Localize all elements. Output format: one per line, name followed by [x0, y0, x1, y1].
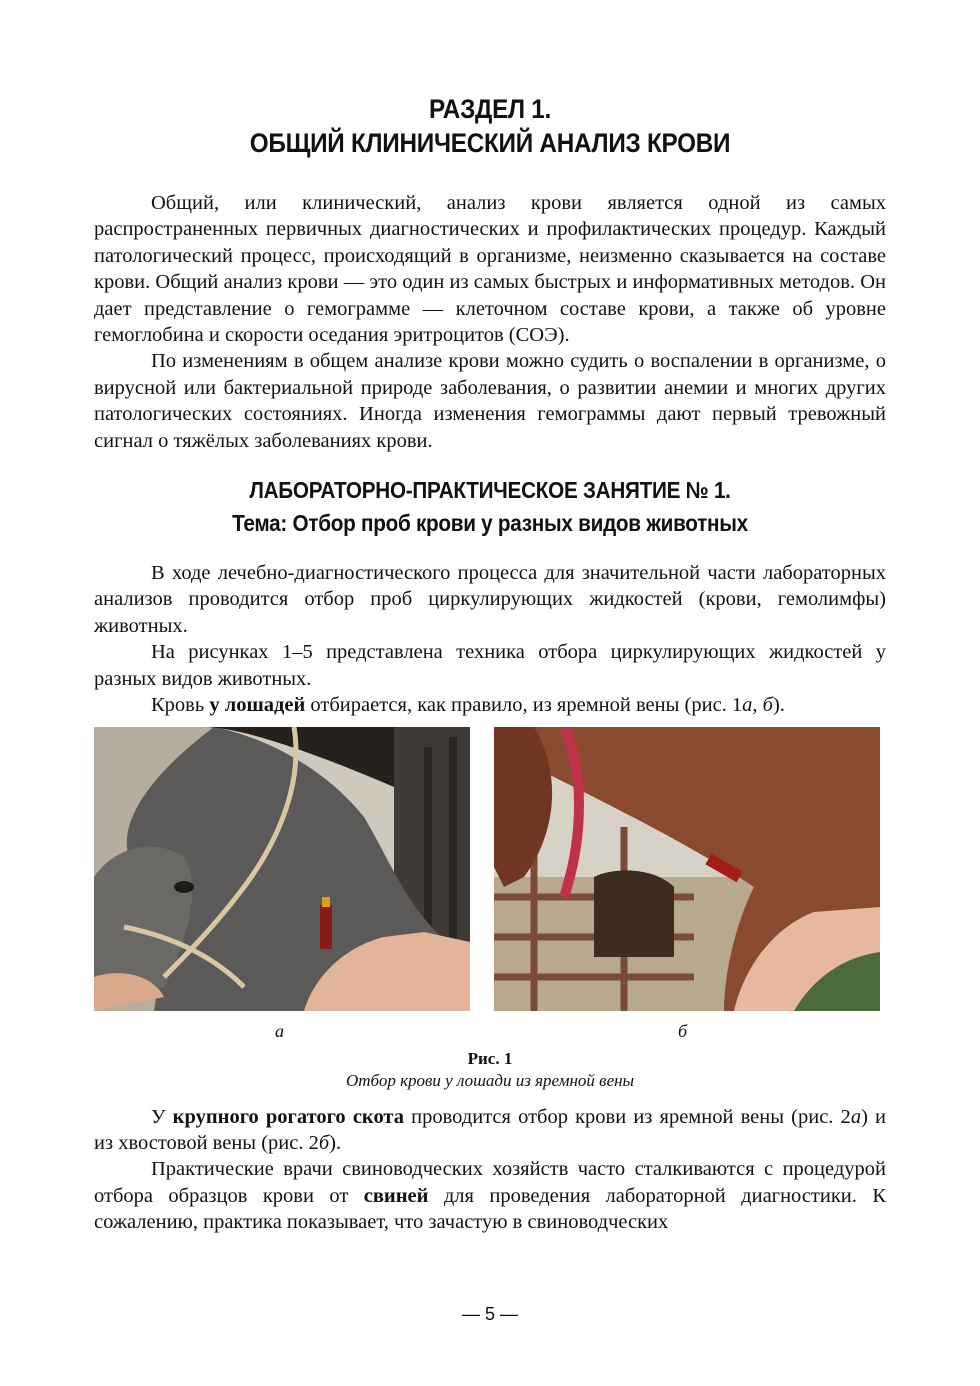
- text-run: ).: [329, 1131, 342, 1154]
- lesson-paragraph-3: [94, 692, 886, 718]
- figure-caption: Отбор крови у лошади из яремной вены: [345, 1070, 635, 1090]
- intro-paragraph-1: Общий, или клинический, анализ крови является одной из самых распространенных первичных диагностических и профилактических процедур. Каждый патологический процесс, происходящий в организме, неизменно сказывается на составе крови. Общий анализ крови — это один из самых быстрых и информативных методов. Он дает представление о гемограмме — клеточном составе крови, а также об уровне гемоглобина и скорости оседания эритроцитов (СОЭ).: [94, 192, 886, 347]
- photo-b-bay-horse: [494, 727, 880, 1011]
- italic-ref: б: [762, 694, 773, 717]
- page-number: — 5 —: [461, 1304, 518, 1324]
- intro-paragraph-2: По изменениям в общем анализе крови можно судить о воспалении в организме, о вирусной или бактериальной природе заболевания, о развитии анемии и многих других патологических состояниях. Иногда изменения гемограммы дают первый тревожный сигнал о тяжёлых заболеваниях крови.: [94, 350, 886, 452]
- text-run: для проведения лабораторной диагностики. К сожалению, практика показывает, что зачастую в свиноводческих: [94, 1184, 886, 1234]
- pigs-paragraph: [94, 1156, 886, 1235]
- section-title: [94, 92, 886, 160]
- lesson-title: ЛАБОРАТОРНО-ПРАКТИЧЕСКОЕ ЗАНЯТИЕ № 1.: [249, 477, 731, 504]
- lesson-topic: Тема: Отбор проб крови у разных видов животных: [232, 510, 748, 537]
- figure-number: Рис. 1: [467, 1048, 513, 1068]
- text-run: ) и из хвостовой вены (рис. 2: [94, 1105, 886, 1154]
- page-content: [94, 92, 886, 1236]
- figure-photos: [94, 727, 886, 1011]
- italic-ref: а: [742, 694, 753, 717]
- figure-label-a: а: [275, 1020, 284, 1041]
- bold-term-cattle: крупного рогатого скота: [172, 1105, 405, 1128]
- bold-term-horses: у лошадей: [209, 694, 306, 717]
- text-run: проводится отбор крови из яремной вены (рис. 2: [404, 1105, 851, 1128]
- cattle-paragraph: [94, 1104, 886, 1157]
- text-run: ,: [752, 694, 763, 717]
- lesson-paragraph-1: В ходе лечебно-диагностического процесса для значительной части лабораторных анализов проводится отбор проб циркулирующих жидкостей (крови, гемолимфы) животных.: [94, 562, 886, 637]
- figure-sublabels: [94, 1011, 886, 1041]
- text-run: У: [151, 1105, 173, 1128]
- figure-label-b: б: [678, 1020, 688, 1041]
- italic-ref: а: [850, 1105, 862, 1128]
- text-run: Кровь: [151, 694, 210, 717]
- section-title-line2: ОБЩИЙ КЛИНИЧЕСКИЙ АНАЛИЗ КРОВИ: [249, 128, 731, 158]
- section-title-line1: РАЗДЕЛ 1.: [428, 94, 552, 124]
- text-run: ).: [772, 694, 785, 717]
- lesson-paragraph-2: На рисунках 1–5 представлена техника отбора циркулирующих жидкостей у разных видов животных.: [94, 641, 886, 690]
- photo-a-grey-horse: [94, 727, 470, 1011]
- italic-ref: б: [318, 1131, 330, 1154]
- lesson-heading: [94, 474, 886, 540]
- text-run: Практические врачи свиноводческих хозяйств часто сталкиваются с процедурой отбора образцов крови от: [94, 1158, 886, 1207]
- text-run: отбирается, как правило, из яремной вены (рис. 1: [305, 694, 743, 717]
- bold-term-pigs: свиней: [363, 1184, 429, 1207]
